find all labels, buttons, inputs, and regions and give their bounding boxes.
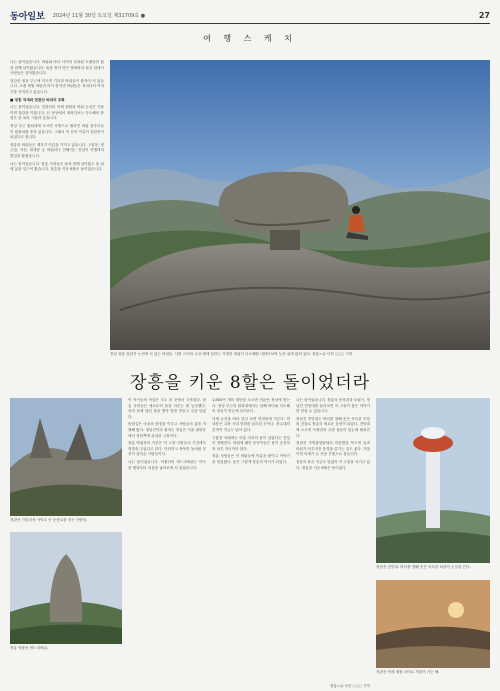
intro-paragraph: 나는 돌이었습니다. 천관산의 억새 평원과 바위 능선은 가을이면 장관을 이룹니다. 산 정상에서 내려다보는 다도해의 풍경은 한 폭의 그림과 같습니다. bbox=[10, 105, 104, 121]
body-column bbox=[128, 398, 206, 683]
page-number: 27 bbox=[478, 10, 490, 20]
body-paragraph: 돌담길은 마을의 풍경을 이루고 사람들의 삶을 지탱해 왔다. 정남진이라 불리는 장흥은 서울 광화문에서 정남쪽에 위치한 고장이다. bbox=[128, 422, 206, 438]
photo-caption: 장흥 억불산 며느리바위. bbox=[10, 646, 49, 650]
body-paragraph: 장흥 사람들은 이 바위들에 이름을 붙이고 이야기를 덧입혔다. 돌은 그렇게 장흥의 역사가 되었다. bbox=[212, 454, 290, 464]
body-paragraph: 장흥의 돌은 지금도 말없이 이 고장을 지키고 있다. 장흥을 키운 8할은 돌이었다. bbox=[296, 459, 370, 470]
body-paragraph: 장흥 바위산의 기운은 이 고장 사람들의 기질에도 영향을 주었다고 한다. 단단하고 묵묵한 돌처럼 꿋꿋이 살아온 사람들이다. bbox=[128, 441, 206, 457]
body-paragraph: 나는 돌이었습니다. 억불산의 며느리바위는 아득한 옛날부터 마을을 굽어보며 서 있었습니다. bbox=[128, 459, 206, 470]
intro-paragraph: 정상 부근 환희대에 오르면 사방으로 펼쳐진 바위 봉우리들이 왕관처럼 솟아 있습니다. 그래서 이 산의 이름이 천관산이 되었다고 합니다. bbox=[10, 123, 104, 140]
body-paragraph: 억새 능선을 따라 걷다 보면 연대봉에 이른다. 연대봉은 고려 시대 봉화를 올리던 곳이다. 봉수대의 흔적이 지금도 남아 있다. bbox=[212, 416, 290, 432]
body-paragraph: 이 작가들의 작업은 모두 한 곳에서 시작된다. 장흥 사람들은 예로부터 돌을 다루는 데 능숙했다. 산과 들에 널린 돌을 쌓아 담을 만들고 길을 닦았다. bbox=[128, 398, 206, 419]
article-headline: 장흥을 키운 8할은 돌이었더라 bbox=[129, 373, 371, 393]
body-paragraph: 나는 돌이었습니다. 장흥의 문학관과 보림사, 정남진 전망대를 둘러보면 이 고장이 품은 이야기를 만날 수 있습니다. bbox=[296, 398, 370, 414]
body-column bbox=[212, 398, 290, 683]
body-paragraph: 천관산 자연휴양림에서 하룻밤을 묵으며 숲과 바위가 어우러진 풍경을 즐기는 것도 좋다. 가을이면 억새가 온 산을 은빛으로 물들인다. bbox=[296, 441, 370, 457]
intro-paragraph: 장흥의 바위들은 제각기 이름을 가지고 있습니다. 구룡봉, 양근암, 석선, 대세봉 등 바위마다 전해지는 전설이 여행객의 발길을 붙잡습니다. bbox=[10, 142, 104, 158]
byline: 장흥=글·사진 ○○○ 기자 bbox=[329, 684, 370, 688]
newspaper-logo: 동아일보 bbox=[10, 11, 45, 22]
photo-observatory-tower bbox=[376, 398, 490, 563]
main-photo-caption: 전남 장흥 천관산 능선에 서 있는 바위들. 사람 크기의 수십 배에 달하는 거대한 바위가 다도해를 내려다보며 능선 위에 얹혀 있다. 장흥=글·사진 ○○○ 기자 bbox=[110, 352, 353, 356]
header-rule bbox=[10, 23, 490, 24]
section-title: 여 행 스 케 치 bbox=[203, 34, 297, 43]
photo-daughter-in-law-rock bbox=[10, 532, 122, 644]
intro-paragraph: 나는 돌이었습니다. 장흥 사람들은 돌과 함께 살아왔고 돌 위에 삶을 일구어 왔습니다. 장흥을 키운 8할은 돌이었습니다. bbox=[10, 161, 104, 172]
photo-caption: 천관산 기암괴석 사이로 난 등산로를 걷는 사람들. bbox=[10, 518, 88, 522]
intro-paragraph: 천관산 정상 부근에 이르면 기묘한 바위들이 줄지어 서 있습니다. 오랜 세월 바람과 비가 깎아낸 바위들은 저마다의 이야기를 간직하고 있습니다. bbox=[10, 78, 104, 94]
intro-column bbox=[10, 60, 104, 350]
body-paragraph: 1,800여 개의 계단을 오르면 천관산 정상에 닿는다. 정상 부근의 환희대에서는 남해 바다와 다도해의 섬들이 한눈에 들어온다. bbox=[212, 398, 290, 414]
photo-rock-trail bbox=[10, 398, 122, 516]
intro-subhead: ■ 장흥 억새와 천관산 바위의 조화 bbox=[10, 97, 65, 102]
newspaper-header bbox=[10, 8, 490, 22]
body-paragraph: 정남진 전망대는 바다를 향해 솟은 독특한 모양의 건물로 장흥의 새로운 상징이 되었다. 전망대에 오르면 득량만과 주변 섬들이 한눈에 펼쳐진다. bbox=[296, 416, 370, 438]
body-paragraph: 구룡봉 아래에는 아홉 마리의 용이 살았다는 전설이 전해진다. 바위에 패인 웅덩이들은 용이 승천하며 남긴 자국이라 한다. bbox=[212, 435, 290, 451]
issue-date: 2024년 11월 30일 토요일 제31709호 ● bbox=[52, 12, 146, 19]
photo-caption: 정남진 전망대. 바다를 향해 솟은 독특한 외관이 눈길을 끈다. bbox=[376, 565, 471, 569]
body-column bbox=[296, 398, 370, 683]
photo-caption: 천관산 억새 평원 너머로 저물어 가는 해. bbox=[376, 670, 440, 674]
main-photo-mountain-rock bbox=[110, 60, 490, 350]
photo-reed-sunset bbox=[376, 580, 490, 668]
intro-paragraph: 나는 돌이었습니다. 바위와 바다 사이의 섬처럼 오랫동안 흙과 함께 살아왔습니다. 돌을 쌓아 만든 담벼락과 돌길 위에서 사람들은 살아왔습니다. bbox=[10, 60, 104, 76]
